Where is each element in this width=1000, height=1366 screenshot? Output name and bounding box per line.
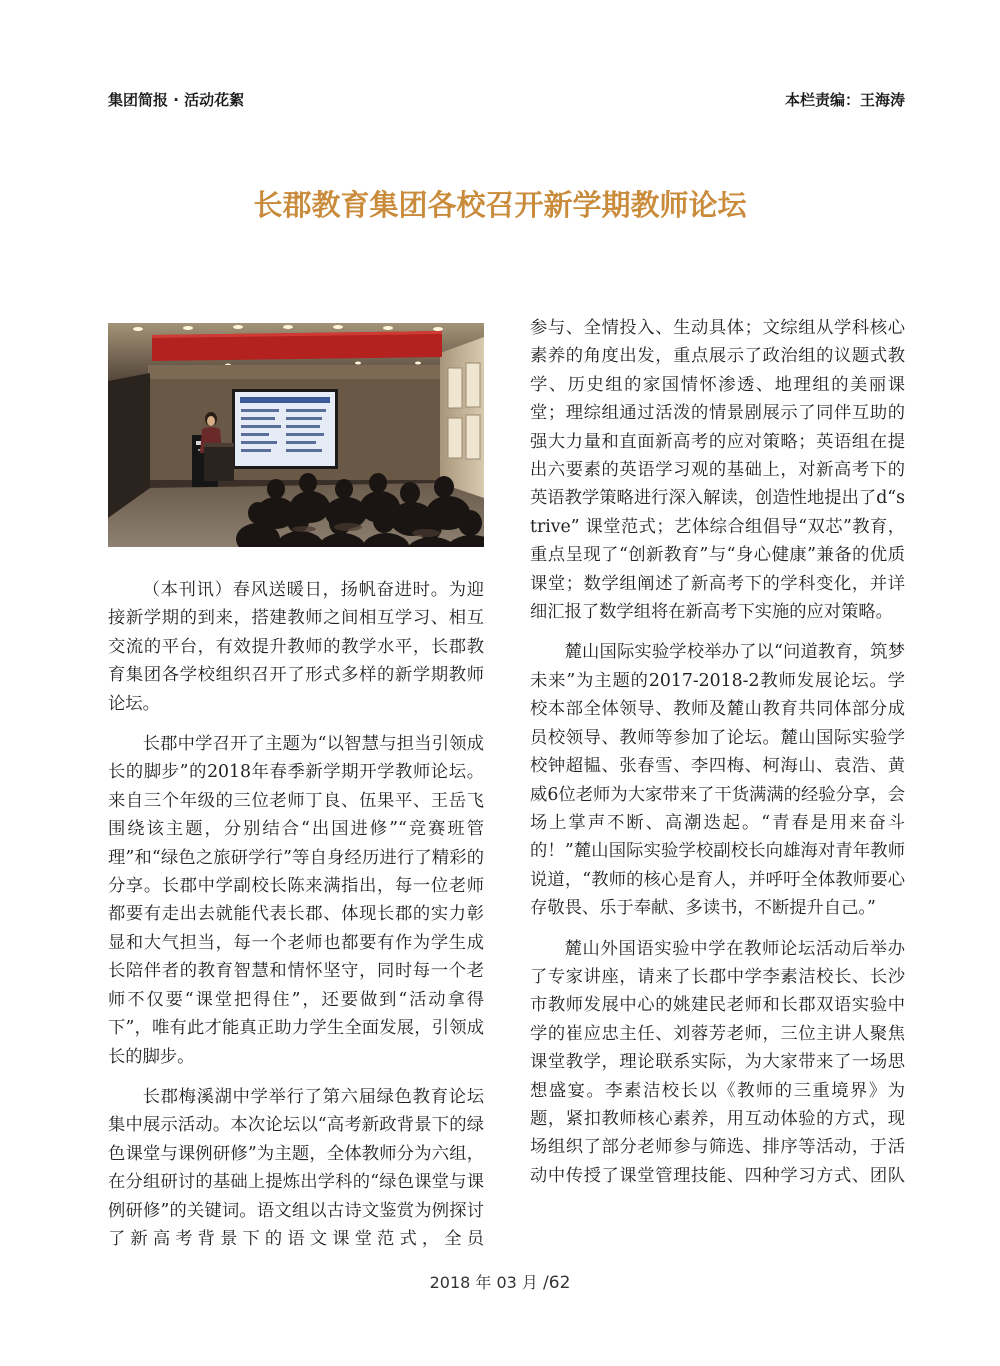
paragraph-lushan-foreign-language: 麓山外国语实验中学在教师论坛活动后举办了专家讲座，请来了长郡中学李素洁校长、长沙市教师发展中心的姚建民老师和长郡双语实验中学的崔应忠主任、刘蓉芳老师，三位主讲人聚焦课堂教学，理论联系实际，为大家带来了一场思想盛宴。李素洁校长以《教师的三重境界》为题，紧扣教师核心素养，用互动体验的方式，现场组织了部分老师参与筛选、排序等活动，于活动中传授了课堂管理技能、四种学习方式、团队 (530, 938, 905, 1186)
page-footer (0, 1272, 1000, 1294)
paragraph-lushan-international: 麓山国际实验学校举办了以“问道教育，筑梦未来”为主题的2017-2018-2教师发展论坛。学校本部全体领导、教师及麓山教育共同体部分成员校领导、教师等参加了论坛。麓山国际实验学校钟超韫、张春雪、李四梅、柯海山、袁浩、黄威6位老师为大家带来了干货满满的经验分享，会场上掌声不断、高潮迭起。“青春是用来奋斗的！”麓山国际实验学校副校长向雄海对青年教师说道，“教师的核心是育人，并呼吁全体教师要心存敬畏、乐于奉献、多读书，不断提升自己。” (530, 642, 905, 919)
stage-valance (148, 365, 443, 379)
podium-top (204, 443, 234, 447)
paragraph-meixihu-continued: 参与、全情投入、生动具体；文综组从学科核心素养的角度出发，重点展示了政治组的议题式教学、历史组的家国情怀渗透、地理组的美丽课堂；理综组通过活泼的情景剧展示了同伴互助的强大力量和直面新高考的应对策略；英语组在提出六要素的英语学习观的基础上，对新高考下的英语教学策略进行深入解读，创造性地提出了d“strive” 课堂范式；艺体综合组倡导“双芯”教育，重点呈现了“创新教育”与“身心健康”兼备的优质课堂；数学组阐述了新高考下的学科变化，并详细汇报了数学组将在新高考下实施的应对策略。 (530, 318, 905, 623)
paragraph-changjun-middle-school: 长郡中学召开了主题为“以智慧与担当引领成长的脚步”的2018年春季新学期开学教师论坛。来自三个年级的三位老师丁良、伍果平、王岳飞围绕该主题，分别结合“出国进修”“竞赛班管理”和“绿色之旅研学行”等自身经历进行了精彩的分享。长郡中学副校长陈来满指出，每一位老师都要有走出去就能代表长郡、体现长郡的实力彰显和大气担当，每一个老师也都要有作为学生成长陪伴者的教育智慧和情怀坚守，同时每一个老师不仅要“课堂把得住”，还要做到“活动拿得下”，唯有此才能真正助力学生全面发展，引领成长的脚步。 (108, 734, 484, 1067)
article-title: 长郡教育集团各校召开新学期教师论坛 (253, 188, 747, 222)
section-label: 集团简报 · 活动花絮 (108, 91, 245, 109)
forum-photo-image (108, 323, 484, 547)
column-editor: 本栏责编：王海涛 (784, 91, 905, 109)
left-text-column (108, 576, 484, 1265)
paragraph-meixihu-middle-school: 长郡梅溪湖中学举行了第六届绿色教育论坛集中展示活动。本次论坛以“高考新政背景下的绿色课堂与课例研修”为主题，全体教师分为六组，在分组研讨的基础上提炼出学科的“绿色课堂与课例研修”的关键词。语文组以古诗文鉴赏为例探讨了新高考背景下的语文课堂范式，全员 (108, 1086, 484, 1249)
issue-date: 2018 年 03 月 (429, 1273, 538, 1292)
forum-photo (108, 323, 484, 547)
paragraph-intro: （本刊讯）春风送暖日，扬帆奋进时。为迎接新学期的到来，搭建教师之间相互学习、相互交流的平台，有效提升教师的教学水平，长郡教育集团各学校组织召开了形式多样的新学期教师论坛。 (108, 580, 484, 714)
projection-screen (232, 389, 338, 469)
right-text-column (530, 314, 905, 1202)
page-number: /62 (543, 1273, 571, 1293)
podium (204, 443, 234, 481)
